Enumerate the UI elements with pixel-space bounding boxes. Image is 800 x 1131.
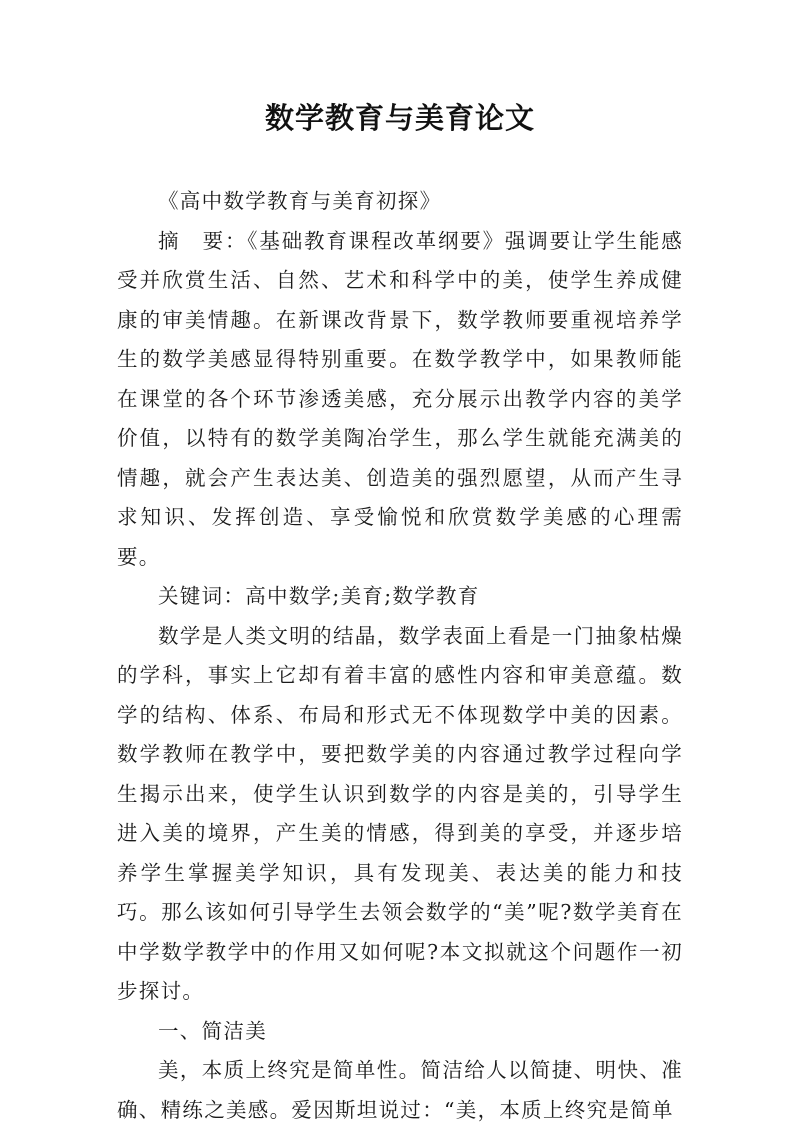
section-heading-simplicity: 一、简洁美 <box>158 1018 267 1043</box>
simplicity-paragraph: 美，本质上终究是简单性。简洁给人以简捷、明快、准确、精练之美感。爱因斯坦说过：“美，本质上终究是简单 <box>117 1058 683 1122</box>
intro-paragraph: 数学是人类文明的结晶，数学表面上看是一门抽象枯燥的学科，事实上它却有着丰富的感性内容和审美意蕴。数学的结构、体系、布局和形式无不体现数学中美的因素。数学教师在教学中，要把数学美的内容通过教学过程向学生揭示出来，使学生认识到数学的内容是美的，引导学生进入美的境界，产生美的情感，得到美的享受，并逐步培养学生掌握美学知识，具有发现美、表达美的能力和技巧。那么该如何引导学生去领会数学的“美”呢?数学美育在中学数学教学中的作用又如何呢?本文拟就这个问题作一初步探讨。 <box>117 623 683 1003</box>
document-body <box>117 182 683 1130</box>
keywords-paragraph: 关键词：高中数学;美育;数学教育 <box>158 584 480 608</box>
paper-subtitle: 《高中数学教育与美育初探》 <box>158 189 442 213</box>
document-title: 数学教育与美育论文 <box>264 101 535 135</box>
abstract-paragraph: 摘 要：《基础教育课程改革纲要》强调要让学生能感受并欣赏生活、自然、艺术和科学中的美，使学生养成健康的审美情趣。在新课改背景下，数学教师要重视培养学生的数学美感显得特别重要。在数学教学中，如果教师能在课堂的各个环节渗透美感，充分展示出教学内容的美学价值，以特有的数学美陶冶学生，那么学生就能充满美的情趣，就会产生表达美、创造美的强烈愿望，从而产生寻求知识、发挥创造、享受愉悦和欣赏数学美感的心理需要。 <box>117 228 683 569</box>
